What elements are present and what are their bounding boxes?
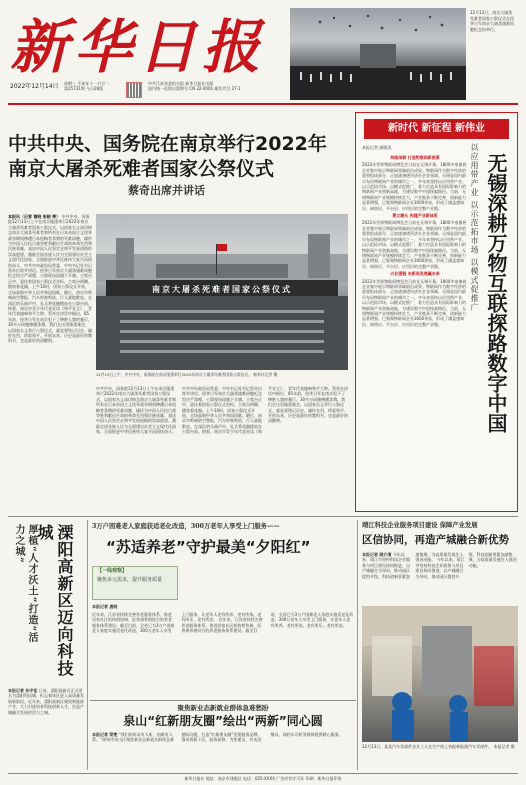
masthead [8,6,518,104]
masthead-photo [290,8,466,100]
feature-title: 无锡深耕万物互联探路数字中国 [484,153,508,433]
feature-tag-2: 新征程 [421,123,452,134]
feature-byline: 本报记者 浦敏清 [362,145,392,150]
feature-tag-1: 新时代 [388,123,419,134]
lead-subhead: 蔡奇出席并讲话 [128,184,205,197]
liyang-side-title: 厚植“人才沃土”打造“活力之城” [13,524,37,644]
lead-byline: 本报讯（记者 谢晓 张晓 等） [8,214,61,219]
masthead-weekday: 星期三 壬寅年十一月廿一 第25731期 今日28版 [64,81,110,92]
lead-photo-caption: 12月13日上午，中共中央、国务院在南京隆重举行2022年南京大屠杀死难者国家公祭仪式。 新华社记者 摄 [96,372,278,377]
quanshan-rule [90,700,356,701]
feature-body: 持续深耕 打造物联网新图景 2022年世界物联网博览会日前在无锡开幕，1800多家参展企业集中展示物联网领域前沿成果。物联网作为数字经济的重要组成部分，正加速渗透经济社会各领域。无锡是国内最早布局物联网产业的城市之一，多年来坚持以应用带产业、以示范拓市场、以模式促推广，着力打造具有国际影响力的物联网产业创新高地，为建设数字中国探索路径。当前，无锡物联网产业规模持续壮大，产业链条不断完善，创新能力显著增强，已集聚物联网企业3000余家，形成了涵盖感知层、网络层、平台层、应用层的完整产业链。 勇立潮头 构建产业新体系 2022年世界物联网博览会日前在无锡开幕，1800多家参展企业集中展示物联网领域前沿成果。物联网作为数字经济的重要组成部分，正加速渗透经济社会各领域。无锡是国内最早布局物联网产业的城市之一，多年来坚持以应用带产业、以示范拓市场、以模式促推广，着力打造具有国际影响力的物联网产业创新高地，为建设数字中国探索路径。当前，无锡物联网产业规模持续壮大，产业链条不断完善，创新能力显著增强，已集聚物联网企业3000余家，形成了涵盖感知层、网络层、平台层、应用层的完整产业链。 兴业强链 布新局发展赢未来 2022年世界物联网博览会日前在无锡开幕，1800多家参展企业集中展示物联网领域前沿成果。物联网作为数字经济的重要组成部分，正加速渗透经济社会各领域。无锡是国内最早布局物联网产业的城市之一，多年来坚持以应用带产业、以示范拓市场、以模式促推广，着力打造具有国际影响力的物联网产业创新高地，为建设数字中国探索路径。当前，无锡物联网产业规模持续壮大，产业链条不断完善，创新能力显著增强，已集聚物联网企业3000余家，形成了涵盖感知层、网络层、平台层、应用层的完整产业链。 [362,155,467,327]
qr-code-icon [126,82,142,98]
elderly-body: 近年来，江苏省持续完善养老服务体系，推进居家社区机构相协调、医养康养相结合的养老服务体系建设。截至目前，全省已为3万户困难老人家庭实施适老化改造，300万老年人享受上门服务，让老年人老有所养、老有所依、老有所乐、老有所安。 近年来，江苏省持续完善养老服务体系，推进居家社区机构相协调、医养康养相结合的养老服务体系建设。截至目前，全省已为3万户困难老人家庭实施适老化改造，300万老年人享受上门服务，让老年人老有所养、老有所依、老有所乐、老有所安。 [92,612,354,634]
feature-section-3: 兴业强链 布新局发展赢未来 [390,271,440,277]
quanshan-headline: 泉山“红新朋友圈”绘出“两新”同心圆 [123,714,323,728]
ceremony-banner: 南京大屠杀死难者国家公祭仪式 [152,285,292,294]
lead-body-continued: 中共中央、国务院12月13日上午在南京隆重举行2022年南京大屠杀死难者国家公祭仪式，以国家名义深切悼念南京大屠杀死难者和所有在日本帝国主义侵华战争期间惨遭日本侵略者杀戮的死难同胞，缅怀为中国人民抗日战争胜利献出生命的革命先烈和民族英雄，表达中国人民坚定走和平发展道路的崇高愿望，激励全国各族人民为全面建设社会主义现代化国家、全面推进中华民族伟大复兴而团结奋斗。中共中央政治局常委、中央书记处书记蔡奇出席并讲话。侵华日军南京大屠杀遇难同胞纪念馆庄严肃穆，公祭现场国旗下半旗。主席台正中，悬挂着国家公祭仪式会标。主席台两侧，摆放着花圈。上午10时，国家公祭仪式开始，全场高唱中华人民共和国国歌。随后，南京市鸣响防空警报，汽车停驶鸣笛，行人就地默哀。在深沉的乐曲声中，礼兵将花圈摆放在公祭台前。接着，南京市青少年代表宣读《和平宣言》，青年代表撞响和平大钟。蔡奇在讲话中指出，85年前，侵华日军在南京犯下了惨绝人寰的暴行，30多万同胞惨遭杀戮。我们在这里隆重集会，以国家名义举行公祭仪式，就是要铭记历史、缅怀先烈、珍爱和平、开创未来。历史是最好的教科书，也是最好的清醒剂。 [96,386,348,435]
factory-worker-image [362,606,518,742]
lead-headline [8,132,348,200]
elderly-byline: 本报记者 唐晓 [92,604,118,609]
elderly-kicker: 3万户困难老人家庭获适老化改造，300万老年人享受上门服务—— [92,523,280,530]
feature-subtitle: 以应用带产业 以示范拓市场 以模式促推广 [470,143,479,313]
feature-section-1: 持续深耕 打造物联网新图景 [390,155,440,160]
footer-text: 新华日报社 地址：南京市建邺区 电话：025-XXXX 广告经营许可证 印刷：新华日报印务 [184,776,342,781]
feature-section-2: 勇立潮头 构建产业新体系 [392,213,438,219]
lead-body: 本报讯（记者 谢晓 张晓 等） 中共中央、国务院12月13日上午在南京隆重举行2022年南京大屠杀死难者国家公祭仪式，以国家名义深切悼念南京大屠杀死难者和所有在日本帝国主义侵华战争期间惨遭日本侵略者杀戮的死难同胞，缅怀为中国人民抗日战争胜利献出生命的革命先烈和民族英雄，表达中国人民坚定走和平发展道路的崇高愿望，激励全国各族人民为全面建设社会主义现代化国家、全面推进中华民族伟大复兴而团结奋斗。中共中央政治局常委、中央书记处书记蔡奇出席并讲话。侵华日军南京大屠杀遇难同胞纪念馆庄严肃穆，公祭现场国旗下半旗。主席台正中，悬挂着国家公祭仪式会标。主席台两侧，摆放着花圈。上午10时，国家公祭仪式开始，全场高唱中华人民共和国国歌。随后，南京市鸣响防空警报，汽车停驶鸣笛，行人就地默哀。在深沉的乐曲声中，礼兵将花圈摆放在公祭台前。接着，南京市青少年代表宣读《和平宣言》，青年代表撞响和平大钟。蔡奇在讲话中指出，85年前，侵华日军在南京犯下了惨绝人寰的暴行，30多万同胞惨遭杀戮。我们在这里隆重集会，以国家名义举行公祭仪式，就是要铭记历史、缅怀先烈、珍爱和平、开创未来。历史是最好的教科书，也是最好的清醒剂。 [8,214,92,344]
right-story-headline: 区信协同，再造产城融合新优势 [362,534,509,546]
right-story-body: 本报记者 顾介清 今年以来，靖江市坚持科技企业服务与项目建设协同推进，以产城融合为导向，推动园区提档升级，科技创新要素加速集聚，为高质量发展注入强劲动能。 今年以来，靖江市坚持科技企业服务与项目建设协同推进，以产城融合为导向，推动园区提档升级，科技创新要素加速集聚，为高质量发展注入强劲动能。 [362,552,517,579]
memorial-ceremony-image [290,8,466,100]
elderly-box-label: 【一线观察】 [97,568,128,574]
quanshan-body: 本报记者 梁雯 “我们的诉求有人听、困难有人帮。”徐州市泉山区聚焦新业态新就业群体急难愁盼问题，打造“红新朋友圈”党建服务品牌，推动资源下沉、服务前移，为快递员、外卖送餐员、网约车司机等群体提供暖心服务。 [92,732,343,743]
masthead-publisher: 中共江苏省委机关报 新华日报社出版 国内统一连续出版物号 CN 32-0001 邮发代号 27-1 [148,81,241,92]
masthead-title: 新华日报 [10,13,267,81]
masthead-date: 2022年12月14日 [10,83,59,90]
factory-photo [362,606,518,742]
elderly-headline: “苏适养老”守护最美“夕阳红” [106,538,311,556]
bottom-photo-caption: 12月13日，某某汽车零部件企业工人在生产线上装配新能源汽车零部件。 本报记者 摄 [362,744,515,749]
elderly-box [92,566,178,600]
quanshan-kicker: 聚焦新业态新就业群体急难愁盼 [177,704,269,712]
masthead-rule [8,103,518,105]
feature-tag-bar [364,119,509,139]
liyang-body: 本报记者 孙宇佳 日前，溧阳高新区正式更名为溧阳科技城，标志着该区进入高质量发展新阶段。近年来，溧阳高新区聚焦新能源产业，大力引进培育科技创新人才，打造产城融合发展的活力之城。 [8,688,84,715]
lead-headline-line-2: 南京大屠杀死难者国家公祭仪式 [8,158,275,180]
column-divider-left [87,520,88,770]
footer-rule [8,773,518,774]
liyang-title: 溧阳高新区迈向科技城 [35,524,74,677]
elderly-box-title: 聚焦多元需求，提升服务质量 [97,577,163,583]
section-rule [8,516,518,517]
column-divider-right [357,520,358,770]
lead-headline-line-1: 中共中央、国务院在南京举行2022年 [8,133,327,155]
feature-tag-3: 新伟业 [454,123,485,134]
lead-photo [96,214,348,370]
feature-box [355,112,518,512]
masthead-side-note: 12月13日，南京大屠杀死难者国家公祭仪式在侵华日军南京大屠杀遇难同胞纪念馆举行。 [470,10,514,32]
right-story-title: 靖江科技企业服务项目建设 保障产业发展 [362,522,478,529]
